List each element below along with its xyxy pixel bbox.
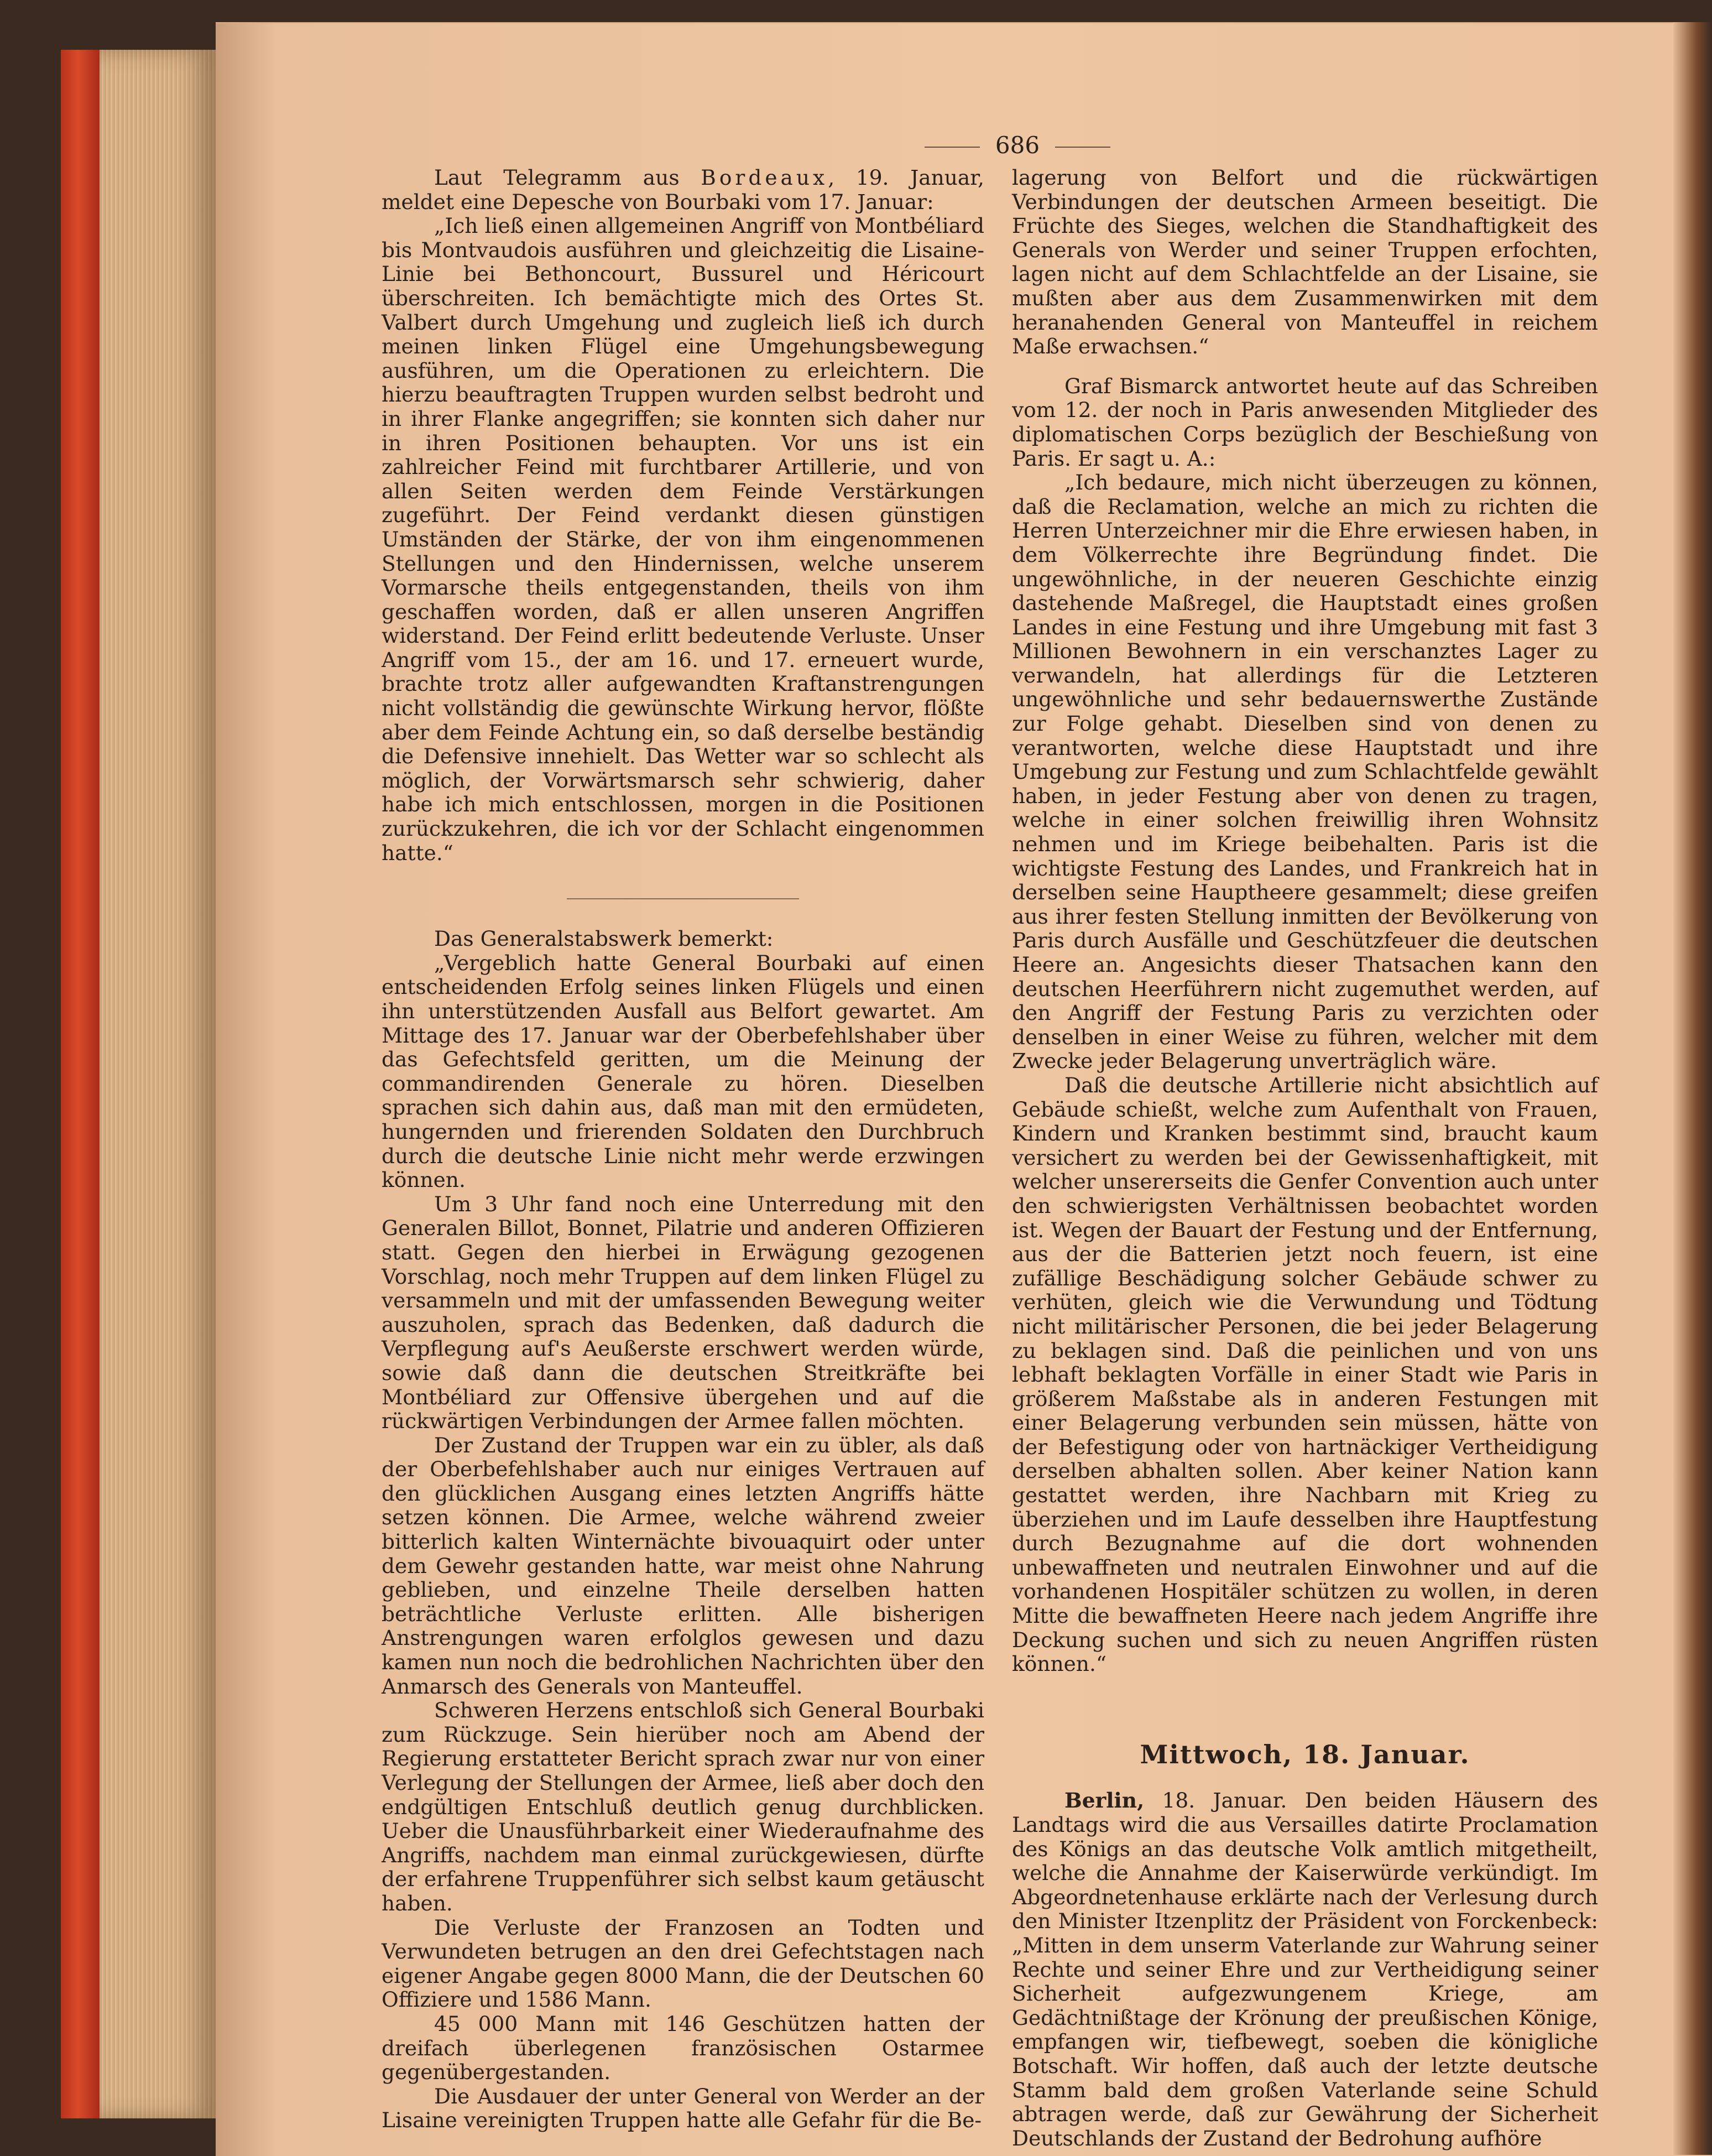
right-text-column xyxy=(1012,166,1598,2150)
paragraph: Um 3 Uhr fand noch eine Unterredung mit den Generalen Billot, Bonnet, Pilatrie und anderen Offizieren statt. Gegen den hierbei in Erwägung gezogenen Vorschlag, noch mehr Truppen auf dem linken Flügel zu versammeln und mit der umfassenden Bewegung weiter auszuholen, sprach das Bedenken, daß dadurch die Verpflegung auf's Aeußerste erschwert werden würde, sowie daß dann die deutschen Streitkräfte bei Montbéliard zur Offensive übergehen und auf die rückwärtigen Verbindungen der Armee fallen möchten. xyxy=(382,1191,984,1434)
paragraph: „Ich bedaure, mich nicht überzeugen zu können, daß die Reclamation, welche an mich zu richten die Herren Unterzeichner mir die Ehre erwiesen haben, in dem Völkerrechte ihre Begründung findet. Die ungewöhnliche, in der neueren Geschichte einzig dastehende Maßregel, die Hauptstadt eines großen Landes in eine Festung und ihre Umgebung mit fast 3 Millionen Bewohnern in ein verschanztes Lager zu verwandeln, hat allerdings für die Letzteren ungewöhnliche und sehr bedauernswerthe Zustände zur Folge gehabt. Dieselben sind von denen zu verantworten, welche diese Hauptstadt und ihre Umgebung zur Festung und zum Schlachtfelde gewählt haben, in jeder Festung aber von denen zu tragen, welche in einer solchen freiwillig ihren Wohnsitz nehmen und im Kriege beibehalten. Paris ist die wichtigste Festung des Landes, und Frankreich hat in derselben seine Hauptheere gesammelt; diese greifen aus ihrer festen Stellung inmitten der Bevölkerung von Paris durch Ausfälle und Geschützfeuer die deutschen Heere an. Angesichts dieser Thatsachen kann den deutschen Heerführern nicht zugemuthet werden, auf den Angriff der Festung Paris zu verzichten oder denselben in einer Weise zu führen, welcher mit dem Zwecke jeder Belagerung unverträglich wäre. xyxy=(1012,470,1598,1074)
paragraph: Daß die deutsche Artillerie nicht absichtlich auf Gebäude schießt, welche zum Aufenthalt von Frauen, Kindern und Kranken bestimmt sind, braucht kaum versichert zu werden bei der Gewissenhaftigkeit, mit welcher unsererseits die Genfer Convention auch unter den schwierigsten Verhältnissen beobachtet worden ist. Wegen der Bauart der Festung und der Entfernung, aus der die Batterien jetzt noch feuern, ist eine zufällige Beschädigung solcher Gebäude schwer zu verhüten, gleich wie die Verwundung und Tödtung nicht militärischer Personen, die bei jeder Belagerung zu beklagen sind. Daß die peinlichen und von uns lebhaft beklagten Vorfälle in einer Stadt wie Paris in größerem Maßstabe als in anderen Festungen mit einer Belagerung verbunden sein müssen, hätte von der Befestigung oder von hartnäckiger Vertheidigung derselben abhalten sollen. Aber keiner Nation kann gestattet werden, ihre Nachbarn mit Krieg zu überziehen und im Laufe desselben ihre Hauptfestung durch Bezugnahme auf die dort wohnenden unbewaffneten und neutralen Einwohner und auf die vorhandenen Hospitäler schützen zu wollen, in deren Mitte die bewaffneten Heere nach jedem Angriffe ihre Deckung suchen und sich zu neuen Angriffen rüsten können.“ xyxy=(1012,1072,1598,1676)
place-name: Bordeaux xyxy=(701,165,828,190)
page-right-shadow xyxy=(1673,22,1712,2155)
book-spine-binding xyxy=(61,50,100,2118)
paragraph: Der Zustand der Truppen war ein zu übler, als daß der Oberbefehlshaber auch nur einiges Vertrauen auf den glücklichen Ausgang eines letzten Angriffs hätte setzen können. Die Armee, welche während zweier bitterlich kalten Winternächte bivouaquirt oder unter dem Gewehr gestanden hatte, war meist ohne Nahrung geblieben, und einzelne Theile derselben hatten beträchtliche Verluste erlitten. Alle bisherigen Anstrengungen waren erfolglos gewesen und dazu kamen nun noch die bedrohlichen Nachrichten über den Anmarsch des Generals von Manteuffel. xyxy=(382,1433,984,1699)
paragraph xyxy=(1012,1789,1598,2150)
left-text-column xyxy=(382,166,984,2133)
paragraph: lagerung von Belfort und die rückwärtigen Verbindungen der deutschen Armeen beseitigt. Die Früchte des Sieges, welchen die Standhaftigkeit des Generals von Werder und seiner Truppen erfochten, lagen nicht auf dem Schlachtfelde an der Lisaine, sie mußten aber aus dem Zusammenwirken mit dem heranahenden General von Manteuffel in reichem Maße erwachsen.“ xyxy=(1012,165,1598,359)
paragraph: Graf Bismarck antwortet heute auf das Schreiben vom 12. der noch in Paris anwesenden Mitglieder des diplomatischen Corps bezüglich der Beschießung von Paris. Er sagt u. A.: xyxy=(1012,373,1598,471)
paragraph: Schweren Herzens entschloß sich General Bourbaki zum Rückzuge. Sein hierüber noch am Abend der Regierung erstatteter Bericht sprach zwar nur von einer Verlegung der Stellungen der Armee, ließ aber doch den endgültigen Entschluß deutlich genug durchblicken. Ueber die Unausführbarkeit einer Wiederaufnahme des Angriffs, nachdem man einmal zurückgewiesen, dürfte der erfahrene Truppenführer sich selbst kaum getäuscht haben. xyxy=(382,1698,984,1915)
page-edges-stack xyxy=(100,50,216,2118)
date-heading: Mittwoch, 18. Januar. xyxy=(1140,1739,1470,1769)
paragraph: „Vergeblich hatte General Bourbaki auf einen entscheidenden Erfolg seines linken Flügels und einen ihn unterstützenden Ausfall aus Belfort gewartet. Am Mittage des 17. Januar war der Oberbefehlshaber über das Gefechtsfeld geritten, um die Meinung der commandirenden Generale zu hören. Dieselben sprachen sich dahin aus, daß man mit den ermüdeten, hungernden und frierenden Soldaten den Durchbruch durch die deutsche Linie nicht mehr werde erzwingen können. xyxy=(382,950,984,1192)
paragraph xyxy=(382,166,984,214)
paragraph: Die Ausdauer der unter General von Werder an der Lisaine vereinigten Truppen hatte alle Gefahr für die Be- xyxy=(382,2084,984,2133)
paragraph: „Ich ließ einen allgemeinen Angriff von Montbéliard bis Montvaudois ausführen und gleichzeitig die Lisaine-Linie bei Bethoncourt, Bussurel und Héricourt überschreiten. Ich bemächtigte mich des Ortes St. Valbert durch Umgehung und zugleich ließ ich durch meinen linken Flügel eine Umgehungsbewegung ausführen, um die Operationen zu erleichtern. Die hierzu beauftragten Truppen wurden selbst bedroht und in ihrer Flanke angegriffen; sie konnten sich daher nur in ihren Positionen behaupten. Vor uns ist ein zahlreicher Feind mit furchtbarer Artillerie, und von allen Seiten werden dem Feinde Verstärkungen zugeführt. Der Feind verdankt diesen günstigen Umständen der Stärke, der von ihm eingenommenen Stellungen und den Hindernissen, welche unserem Vormarsche theils entgegenstanden, theils von ihm geschaffen worden, daß er allen unseren Angriffen widerstand. Der Feind erlitt bedeutende Verluste. Unser Angriff vom 15., der am 16. und 17. erneuert wurde, brachte trotz aller aufgewandten Kraftanstrengungen nicht vollständig die gewünschte Wirkung hervor, flößte aber dem Feinde Achtung ein, so daß derselbe beständig die Defensive innehielt. Das Wetter war so schlecht als möglich, der Vorwärtsmarsch sehr schwierig, daher habe ich mich entschlossen, morgen in die Positionen zurückzukehren, die ich vor der Schlacht eingenommen hatte.“ xyxy=(382,213,984,865)
section-divider xyxy=(567,898,799,899)
text-run: , 19. Januar, meldet eine Depesche von Bourbaki vom 17. Januar: xyxy=(382,165,984,214)
page-number: 686 xyxy=(863,132,1172,159)
paragraph: 45 000 Mann mit 146 Geschützen hatten der dreifach überlegenen französischen Ostarmee gegenübergestanden. xyxy=(382,2011,984,2085)
paragraph: Das Generalstabswerk bemerkt: xyxy=(434,926,774,951)
text-run: 18. Januar. Den beiden Häusern des Landtags wird die aus Versailles datirte Proclamation des Königs an das deutsche Volk amtlich mitgetheilt, welche die Annahme der Kaiserwürde verkündigt. Im Abgeordnetenhause erklärte nach der Verlesung durch den Minister Itzenplitz der Präsident von Forckenbeck: „Mitten in dem unserm Vaterlande zur Wahrung seiner Rechte und seiner Ehre und zur Vertheidigung seiner Sicherheit aufgezwungenem Kriege, am Gedächtnißtage der Krönung der preußischen Könige, empfangen wir, tiefbewegt, soeben die königliche Botschaft. Wir hoffen, daß auch der letzte deutsche Stamm bald dem großen Vaterlande seine Schuld abtragen werde, daß zur Gewährung der Sicherheit Deutschlands der Zustand der Bedrohung aufhöre xyxy=(1012,1788,1598,2150)
paragraph: Die Verluste der Franzosen an Todten und Verwundeten betrugen an den drei Gefechtstagen nach eigener Angabe gegen 8000 Mann, die der Deutschen 60 Offiziere und 1586 Mann. xyxy=(382,1915,984,2012)
place-name: Berlin, xyxy=(1064,1788,1145,1813)
text-run: Laut Telegramm aus xyxy=(434,165,701,190)
